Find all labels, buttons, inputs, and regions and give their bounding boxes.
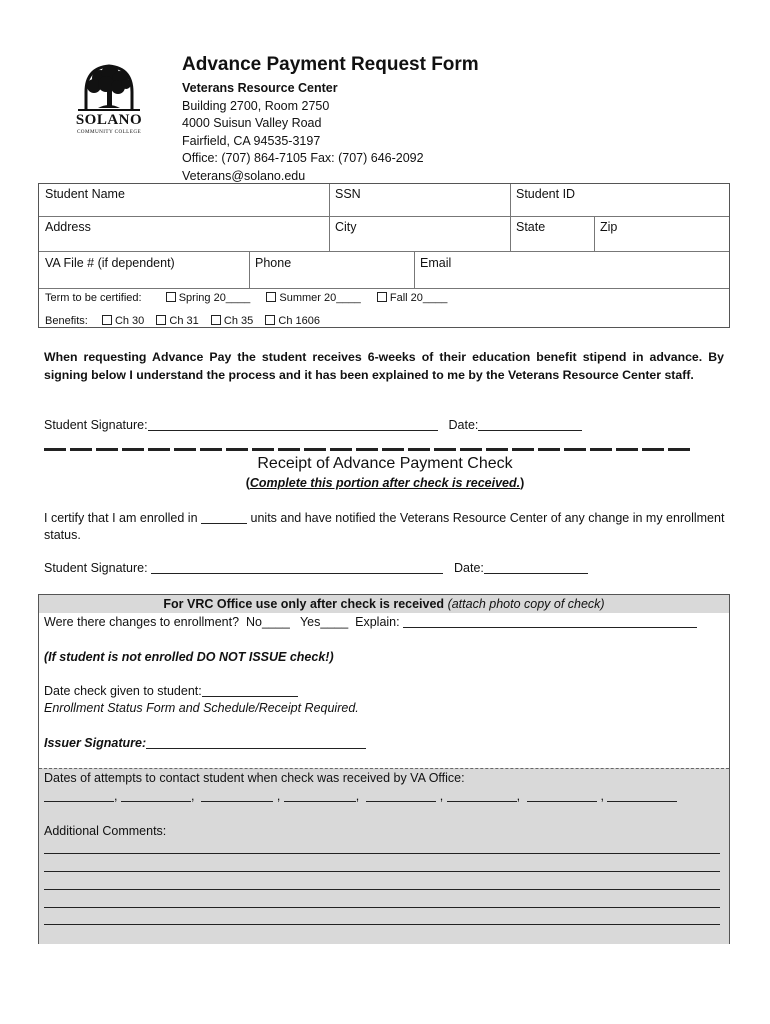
attempt-date-line[interactable] xyxy=(121,789,191,802)
benefits-row xyxy=(39,313,326,329)
address-line: Building 2700, Room 2750 xyxy=(182,98,330,113)
issuer-signature-line[interactable] xyxy=(146,736,366,749)
comment-line[interactable] xyxy=(44,889,720,890)
receipt-title: Receipt of Advance Payment Check xyxy=(257,455,513,472)
issuer-signature-row: Issuer Signature: xyxy=(44,736,366,750)
ch35-checkbox[interactable]: Ch 35 xyxy=(211,315,253,327)
attempt-date-line[interactable] xyxy=(366,789,436,802)
logo-text xyxy=(68,112,150,135)
signature-line[interactable] xyxy=(148,418,438,431)
address-line: Fairfield, CA 94535-3197 xyxy=(182,133,321,148)
vrc-heading: For VRC Office use only after check is received (attach photo copy of check) xyxy=(39,595,729,613)
attempt-date-line[interactable] xyxy=(527,789,597,802)
student-id-field[interactable]: Student ID xyxy=(516,187,576,201)
attempt-date-line[interactable] xyxy=(284,789,356,802)
attempt-date-lines: , , , , , , , xyxy=(44,789,677,803)
explain-line[interactable] xyxy=(403,615,697,628)
certify-statement: I certify that I am enrolled in units and have notified the Veterans Resource Center of any change in my enrollment status. xyxy=(44,511,725,542)
address-field[interactable]: Address xyxy=(45,220,91,234)
phone-field[interactable]: Phone xyxy=(255,256,292,270)
student-info-table xyxy=(38,183,730,328)
checkbox-icon xyxy=(166,292,176,302)
comment-line[interactable] xyxy=(44,924,720,925)
yes-option[interactable]: Yes____ xyxy=(299,615,349,629)
org-name: Veterans Resource Center xyxy=(182,81,338,95)
date-line[interactable] xyxy=(484,561,588,574)
enrollment-changes-row: Were there changes to enrollment? No____ Yes____ Explain: xyxy=(44,615,697,629)
address-block xyxy=(182,80,424,185)
checkbox-icon xyxy=(211,315,221,325)
city-field[interactable]: City xyxy=(335,220,357,234)
term-label: Term to be certified: xyxy=(45,292,142,304)
signature-label: Student Signature: xyxy=(44,418,148,432)
no-option[interactable]: No____ xyxy=(245,615,290,629)
ch30-checkbox[interactable]: Ch 30 xyxy=(102,315,144,327)
student-signature-row xyxy=(44,418,582,432)
ch1606-checkbox[interactable]: Ch 1606 xyxy=(265,315,320,327)
state-field[interactable]: State xyxy=(516,220,546,234)
comment-line[interactable] xyxy=(44,853,720,854)
fall-checkbox[interactable]: Fall 20____ xyxy=(377,292,448,304)
date-line[interactable] xyxy=(478,418,582,431)
student-name-field[interactable]: Student Name xyxy=(45,187,125,201)
email-field[interactable]: Email xyxy=(420,256,452,270)
ssn-field[interactable]: SSN xyxy=(335,187,361,201)
va-file-field[interactable]: VA File # (if dependent) xyxy=(45,256,175,270)
receipt-subtitle: (Complete this portion after check is received.) xyxy=(245,476,525,490)
agreement-text: When requesting Advance Pay the student receives 6-weeks of their education benefit stipend in advance. By signing below I understand the process and it has been explained to me by the Veterans Resource Center staff. xyxy=(44,350,724,382)
comment-line[interactable] xyxy=(44,871,720,872)
term-row xyxy=(39,290,453,306)
logo-name: SOLANO xyxy=(75,112,143,128)
enrollment-note: Enrollment Status Form and Schedule/Receipt Required. xyxy=(44,701,359,715)
date-label: Date: xyxy=(454,561,484,575)
date-check-given-row: Date check given to student: xyxy=(44,684,298,698)
office-phone: Office: (707) 864-7105 Fax: (707) 646-2092 xyxy=(182,151,424,165)
attempt-date-line[interactable] xyxy=(447,789,517,802)
comments-label: Additional Comments: xyxy=(44,824,167,838)
spring-checkbox[interactable]: Spring 20____ xyxy=(166,292,251,304)
checkbox-icon xyxy=(102,315,112,325)
receipt-signature-row xyxy=(44,561,588,575)
attempt-date-line[interactable] xyxy=(201,789,273,802)
signature-line[interactable] xyxy=(151,561,443,574)
checkbox-icon xyxy=(265,315,275,325)
summer-checkbox[interactable]: Summer 20____ xyxy=(266,292,360,304)
date-given-line[interactable] xyxy=(202,684,298,697)
cut-line-divider xyxy=(44,440,728,448)
signature-label: Student Signature: xyxy=(44,561,148,575)
checkbox-icon xyxy=(156,315,166,325)
logo-subtitle: COMMUNITY COLLEGE xyxy=(76,129,142,135)
date-label: Date: xyxy=(448,418,479,432)
address-line: 4000 Suisun Valley Road xyxy=(182,116,322,130)
form-title: Advance Payment Request Form xyxy=(182,54,479,75)
checkbox-icon xyxy=(377,292,387,302)
attempt-date-line[interactable] xyxy=(607,789,677,802)
ch31-checkbox[interactable]: Ch 31 xyxy=(156,315,198,327)
tree-icon xyxy=(68,62,150,114)
not-enrolled-warning: (If student is not enrolled DO NOT ISSUE check!) xyxy=(44,650,334,664)
comment-line[interactable] xyxy=(44,907,720,908)
checkbox-icon xyxy=(266,292,276,302)
units-line[interactable] xyxy=(201,511,247,524)
office-email: Veterans@solano.edu xyxy=(182,168,306,183)
attempts-label: Dates of attempts to contact student when check was received by VA Office: xyxy=(44,771,465,785)
zip-field[interactable]: Zip xyxy=(600,220,618,234)
benefits-label: Benefits: xyxy=(45,315,88,327)
attempt-date-line[interactable] xyxy=(44,789,114,802)
